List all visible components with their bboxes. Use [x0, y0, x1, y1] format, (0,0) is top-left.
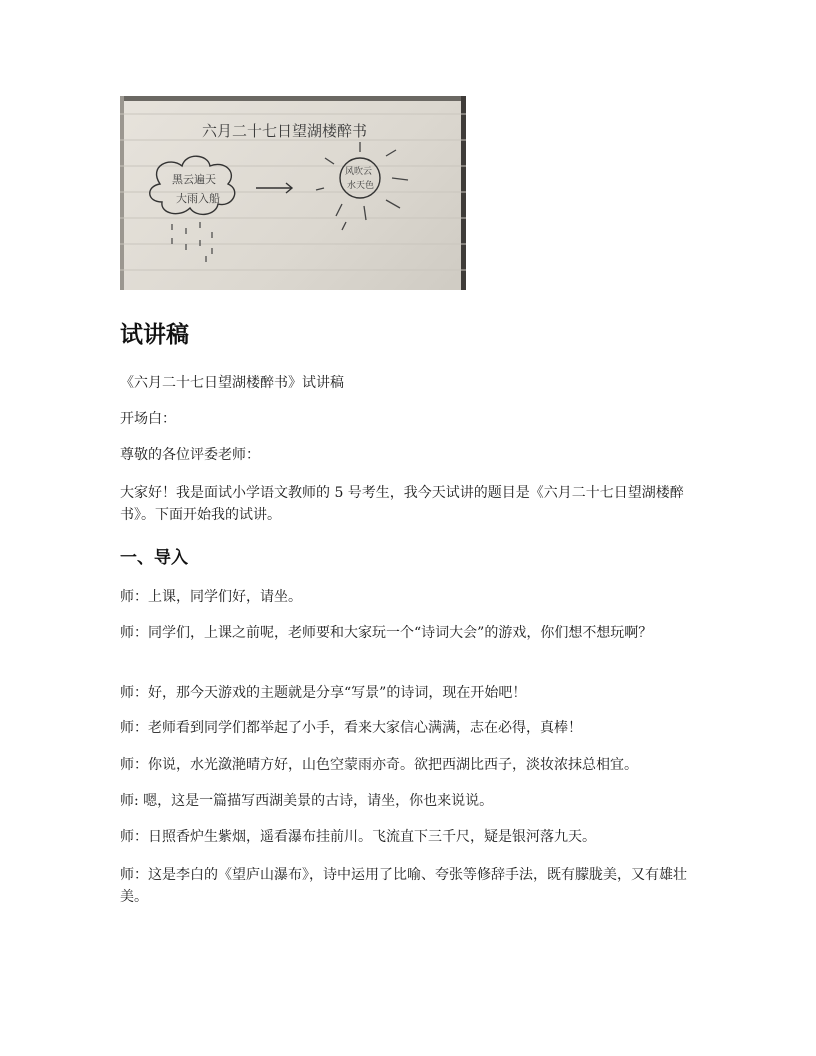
cloud-line-1: 黑云遍天	[172, 173, 216, 186]
paragraph: 师：日照香炉生紫烟，遥看瀑布挂前川。飞流直下三千尺，疑是银河落九天。	[120, 829, 596, 845]
paragraph: 师：这是李白的《望庐山瀑布》，诗中运用了比喻、夸张等修辞手法，既有朦胧美，又有雄壮美。	[120, 867, 687, 905]
page-title: 试讲稿	[120, 322, 189, 348]
cloud-line-2: 大雨入船	[176, 192, 220, 205]
sketch-title: 六月二十七日望湖楼醉书	[202, 122, 368, 140]
lecture-title: 《六月二十七日望湖楼醉书》试讲稿	[120, 375, 344, 391]
self-introduction: 大家好！我是面试小学语文教师的 5 号考生，我今天试讲的题目是《六月二十七日望湖楼醉书》。下面开始我的试讲。	[120, 485, 684, 523]
paragraph: 师：好，那今天游戏的主题就是分享“写景”的诗词，现在开始吧！	[120, 685, 527, 701]
paragraph: 师: 嗯，这是一篇描写西湖美景的古诗，请坐，你也来说说。	[120, 793, 494, 809]
paragraph: 师：同学们，上课之前呢，老师要和大家玩一个“诗词大会”的游戏，你们想不想玩啊？	[120, 625, 653, 641]
notebook-sketch	[120, 96, 466, 290]
notebook-photo	[120, 96, 466, 290]
paragraph: 师：老师看到同学们都举起了小手，看来大家信心满满，志在必得，真棒！	[120, 720, 582, 736]
paragraph: 师：你说，水光潋滟晴方好，山色空蒙雨亦奇。欲把西湖比西子，淡妆浓抹总相宜。	[120, 757, 638, 773]
opening-label: 开场白：	[120, 411, 176, 427]
sun-line-2: 水天色	[347, 181, 375, 191]
rain-drawing	[172, 222, 212, 262]
greeting: 尊敬的各位评委老师：	[120, 447, 260, 463]
paragraph: 师：上课，同学们好，请坐。	[120, 589, 302, 605]
sun-line-1: 风吹云	[345, 167, 373, 177]
section-heading-intro: 一、导入	[120, 548, 188, 568]
